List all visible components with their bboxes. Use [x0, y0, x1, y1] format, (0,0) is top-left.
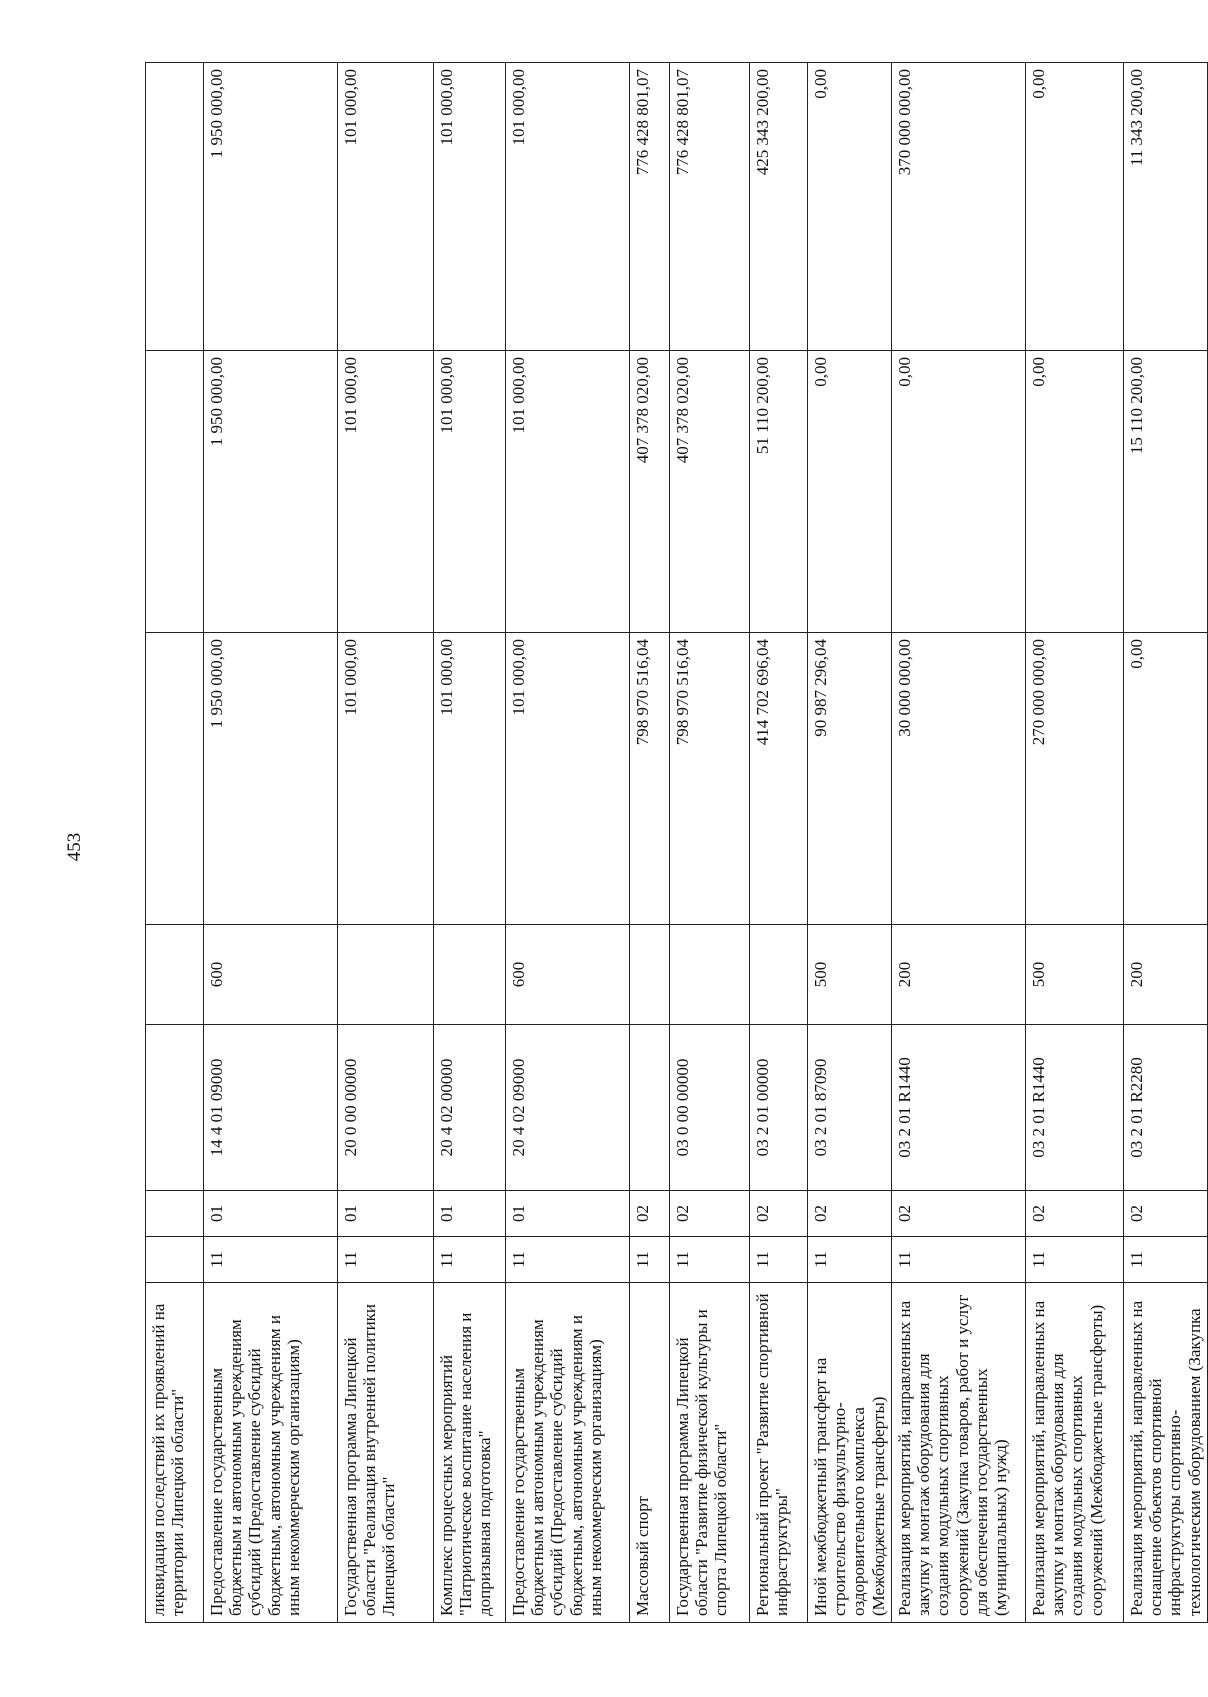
cell-expense-type: [750, 925, 808, 1025]
cell-subsection: [146, 1191, 204, 1237]
table-row: [506, 63, 630, 1623]
cell-amount-2: 51 110 200,00: [750, 351, 808, 633]
cell-target-article: 20 4 02 00000: [434, 1025, 506, 1191]
cell-section: 11: [338, 1237, 434, 1283]
cell-name: Государственная программа Липецкой области "Реализация внутренней политики Липецкой области": [338, 1283, 434, 1623]
cell-amount-3: 776 428 801,07: [630, 63, 670, 351]
cell-amount-1: 798 970 516,04: [630, 633, 670, 925]
cell-target-article: [146, 1025, 204, 1191]
cell-amount-1: 101 000,00: [434, 633, 506, 925]
table-row: [630, 63, 670, 1623]
cell-target-article: 20 0 00 00000: [338, 1025, 434, 1191]
cell-amount-3: 0,00: [808, 63, 892, 351]
cell-section: 11: [1026, 1237, 1124, 1283]
table-row: [750, 63, 808, 1623]
cell-section: 11: [630, 1237, 670, 1283]
cell-subsection: 02: [750, 1191, 808, 1237]
table-row: [146, 63, 204, 1623]
cell-amount-3: [146, 63, 204, 351]
cell-amount-3: 101 000,00: [338, 63, 434, 351]
cell-amount-1: 101 000,00: [338, 633, 434, 925]
cell-subsection: 01: [506, 1191, 630, 1237]
table-row: [808, 63, 892, 1623]
cell-target-article: 03 0 00 00000: [670, 1025, 750, 1191]
cell-name: Реализация мероприятий, направленных на оснащение объектов спортивной инфраструктуры спортивно-технологическим оборудованием (Закупка: [1124, 1283, 1208, 1623]
cell-expense-type: 600: [506, 925, 630, 1025]
cell-amount-3: 101 000,00: [434, 63, 506, 351]
cell-amount-3: 425 343 200,00: [750, 63, 808, 351]
cell-amount-2: 101 000,00: [338, 351, 434, 633]
cell-name: Реализация мероприятий, направленных на закупку и монтаж оборудования для создания модульных спортивных сооружений (Межбюджетные трансферты): [1026, 1283, 1124, 1623]
cell-expense-type: 200: [1124, 925, 1208, 1025]
cell-subsection: 02: [630, 1191, 670, 1237]
cell-section: 11: [808, 1237, 892, 1283]
cell-expense-type: 600: [204, 925, 338, 1025]
cell-target-article: 20 4 02 09000: [506, 1025, 630, 1191]
budget-table: [145, 62, 1208, 1623]
cell-subsection: 01: [204, 1191, 338, 1237]
cell-name: Иной межбюджетный трансферт на строительство физкультурно-оздоровительного комплекса (Межбюджетные трансферты): [808, 1283, 892, 1623]
cell-amount-3: 776 428 801,07: [670, 63, 750, 351]
cell-section: [146, 1237, 204, 1283]
cell-target-article: 03 2 01 R2280: [1124, 1025, 1208, 1191]
cell-section: 11: [506, 1237, 630, 1283]
cell-amount-2: 0,00: [892, 351, 1026, 633]
table-row: [1124, 63, 1208, 1623]
cell-amount-2: 0,00: [808, 351, 892, 633]
cell-subsection: 02: [808, 1191, 892, 1237]
cell-subsection: 02: [670, 1191, 750, 1237]
cell-subsection: 02: [892, 1191, 1026, 1237]
page-number: 453: [64, 832, 85, 862]
cell-name: Предоставление государственным бюджетным и автономным учреждениям субсидий (Предоставление субсидий бюджетным, автономным учреждениям и иным некоммерческим организациям): [506, 1283, 630, 1623]
cell-name: Предоставление государственным бюджетным и автономным учреждениям субсидий (Предоставление субсидий бюджетным, автономным учреждениям и иным некоммерческим организациям): [204, 1283, 338, 1623]
cell-amount-2: 1 950 000,00: [204, 351, 338, 633]
cell-expense-type: 500: [808, 925, 892, 1025]
cell-name: Реализация мероприятий, направленных на закупку и монтаж оборудования для создания модульных спортивных сооружений (Закупка товаров, работ и услуг для обеспечения государственных (муниципальных) нужд): [892, 1283, 1026, 1623]
cell-amount-2: 0,00: [1026, 351, 1124, 633]
cell-amount-2: 101 000,00: [434, 351, 506, 633]
cell-target-article: 03 2 01 00000: [750, 1025, 808, 1191]
cell-target-article: 14 4 01 09000: [204, 1025, 338, 1191]
cell-section: 11: [204, 1237, 338, 1283]
cell-name: Региональный проект "Развитие спортивной инфраструктуры": [750, 1283, 808, 1623]
cell-amount-1: 0,00: [1124, 633, 1208, 925]
cell-section: 11: [892, 1237, 1026, 1283]
cell-amount-1: 1 950 000,00: [204, 633, 338, 925]
cell-section: 11: [670, 1237, 750, 1283]
cell-amount-1: 30 000 000,00: [892, 633, 1026, 925]
cell-target-article: [630, 1025, 670, 1191]
cell-subsection: 02: [1124, 1191, 1208, 1237]
table-row: [670, 63, 750, 1623]
cell-name: Комплекс процессных мероприятий "Патриотическое воспитание населения и допризывная подготовка": [434, 1283, 506, 1623]
table-row: [1026, 63, 1124, 1623]
cell-amount-1: 798 970 516,04: [670, 633, 750, 925]
cell-name: ликвидация последствий их проявлений на территории Липецкой области": [146, 1283, 204, 1623]
cell-expense-type: [670, 925, 750, 1025]
cell-amount-1: 270 000 000,00: [1026, 633, 1124, 925]
cell-amount-1: 90 987 296,04: [808, 633, 892, 925]
cell-amount-3: 101 000,00: [506, 63, 630, 351]
cell-expense-type: [434, 925, 506, 1025]
cell-subsection: 01: [338, 1191, 434, 1237]
cell-subsection: 02: [1026, 1191, 1124, 1237]
cell-expense-type: 500: [1026, 925, 1124, 1025]
cell-amount-3: 370 000 000,00: [892, 63, 1026, 351]
cell-section: 11: [1124, 1237, 1208, 1283]
cell-amount-3: 0,00: [1026, 63, 1124, 351]
cell-amount-3: 11 343 200,00: [1124, 63, 1208, 351]
cell-name: Массовый спорт: [630, 1283, 670, 1623]
table-row: [892, 63, 1026, 1623]
cell-expense-type: [146, 925, 204, 1025]
cell-amount-1: 414 702 696,04: [750, 633, 808, 925]
cell-expense-type: [630, 925, 670, 1025]
cell-name: Государственная программа Липецкой области "Развитие физической культуры и спорта Липецкой области": [670, 1283, 750, 1623]
table-row: [204, 63, 338, 1623]
cell-amount-2: 15 110 200,00: [1124, 351, 1208, 633]
cell-target-article: 03 2 01 87090: [808, 1025, 892, 1191]
cell-expense-type: 200: [892, 925, 1026, 1025]
rotated-table-container: [145, 63, 1204, 1623]
cell-amount-2: 407 378 020,00: [630, 351, 670, 633]
cell-section: 11: [434, 1237, 506, 1283]
cell-target-article: 03 2 01 R1440: [1026, 1025, 1124, 1191]
cell-amount-1: 101 000,00: [506, 633, 630, 925]
cell-amount-2: 407 378 020,00: [670, 351, 750, 633]
cell-amount-2: 101 000,00: [506, 351, 630, 633]
cell-target-article: 03 2 01 R1440: [892, 1025, 1026, 1191]
table-row: [338, 63, 434, 1623]
cell-amount-1: [146, 633, 204, 925]
table-body: [146, 63, 1208, 1623]
cell-expense-type: [338, 925, 434, 1025]
table-row: [434, 63, 506, 1623]
cell-section: 11: [750, 1237, 808, 1283]
cell-subsection: 01: [434, 1191, 506, 1237]
cell-amount-3: 1 950 000,00: [204, 63, 338, 351]
cell-amount-2: [146, 351, 204, 633]
